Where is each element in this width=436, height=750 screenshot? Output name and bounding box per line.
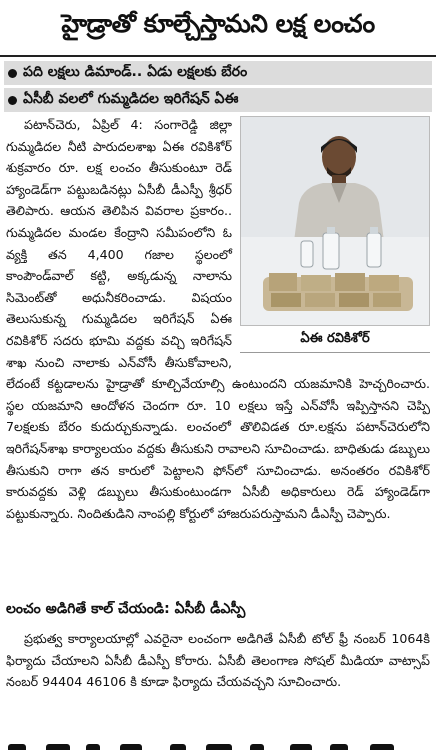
photo-caption: ఏఈ రవికిశోర్ (240, 326, 430, 353)
photo-block (240, 116, 430, 354)
bullet-icon (8, 69, 17, 78)
section-body: ప్రభుత్వ కార్యాలయాల్లో ఎవరైనా లంచంగా అడిగితే ఏసీబీ టోల్ ఫ్రీ నంబర్ 1064కి ఫిర్యాదు చేయాలని ఏసీబీ డీఎస్పీ కోరారు. ఏసీబీ తెలంగాణ సోషల్ మీడియా వాట్సాప్ నంబర్ 94404 46106 కి కూడా ఫిర్యాదు చేయవచ్చని సూచించారు. (6, 631, 430, 690)
accused-photo (240, 116, 430, 326)
headline-rule (0, 55, 436, 57)
subheading-2-text: ఏసీబీ వలలో గుమ్మడిదల ఇరిగేషన్ ఏఈ (23, 90, 239, 107)
accused-photo-illustration (241, 117, 430, 326)
next-headline-partial (0, 738, 436, 750)
section-heading: లంచం అడిగితే కాల్ చేయండి: ఏసీబీ డీఎస్పీ (6, 601, 246, 617)
dateline: పటాన్‌చెరు, ఏప్రిల్ 4: (24, 117, 143, 132)
subheading-1 (4, 61, 432, 85)
bullet-icon (8, 96, 17, 105)
headline: హైడ్రాతో కూల్చేస్తామని లక్ష లంచం (61, 9, 375, 38)
article-body (6, 114, 430, 524)
subheading-2 (4, 88, 432, 112)
article-text: సంగారెడ్డి జిల్లా గుమ్మడిదల నీటి పారుదలశాఖ ఏఈ రవికిశోర్ శుక్రవారం రూ. లక్ష లంచం తీసుకుంటూ రెడ్ హ్యాండెడ్‌గా పట్టుబడినట్లు ఏసీబీ డీఎస్పీ శ్రీధర్ తెలిపారు. ఆయన తెలిపిన వివరాల ప్రకారం.. గుమ్మడిదల మండల కేంద్రాని సమీపంలోని ఓ వ్యక్తి తన 4,400 గజాల స్థలంలో కాంపౌండ్‌వాల్ కట్టి, అక్కడున్న నాలాను సిమెంట్‌తో అధునీకరించాడు. విషయం తెలుసుకున్న గుమ్మడిదల ఇరిగేషన్ ఏఈ రవికిశోర్ సదరు భూమి వద్దకు వచ్చి ఇరిగేషన్ శాఖ నుంచి నాలాకు ఎన్‌వోసీ తీసుకోవాలని, లేదంటే కట్టడాలను హైడ్రాతో కూల్చివేయాల్సి ఉంటుందని యజమానికి హెచ్చరించారు. స్థల యజమాని ఆందోళన చెందగా రూ. 10 లక్షలు ఇస్తే ఎన్‌వోసీ ఇప్పిస్తానని చెప్పి 7లక్షలకు బేరం కుదుర్చుకున్నాడు. లంచంలో తొలివిడత రూ.లక్షను పటాన్‌చెరులోని ఇరిగేషన్‌శాఖ కార్యాలయం వద్దకు తీసుకుని రావాలని సూచించాడు. బాధితుడు డబ్బులు తీసుకుని రాగా తన కారులో పెట్టాలని ఫోన్‌లో సూచించాడు. అనంతరం రవికిశోర్ కారువద్దకు వెళ్లి డబ్బులు తీసుకుంటుండగా ఏసీబీ అధికారులు రెడ్ హ్యాండెడ్‌గా పట్టుకున్నారు. నిందితుడిని నాంపల్లి కోర్టులో హాజరుపరుస్తామని డీఎస్పీ చెప్పారు. (6, 117, 430, 521)
subheading-1-text: పది లక్షలు డిమాండ్.. ఏడు లక్షలకు బేరం (23, 63, 248, 80)
